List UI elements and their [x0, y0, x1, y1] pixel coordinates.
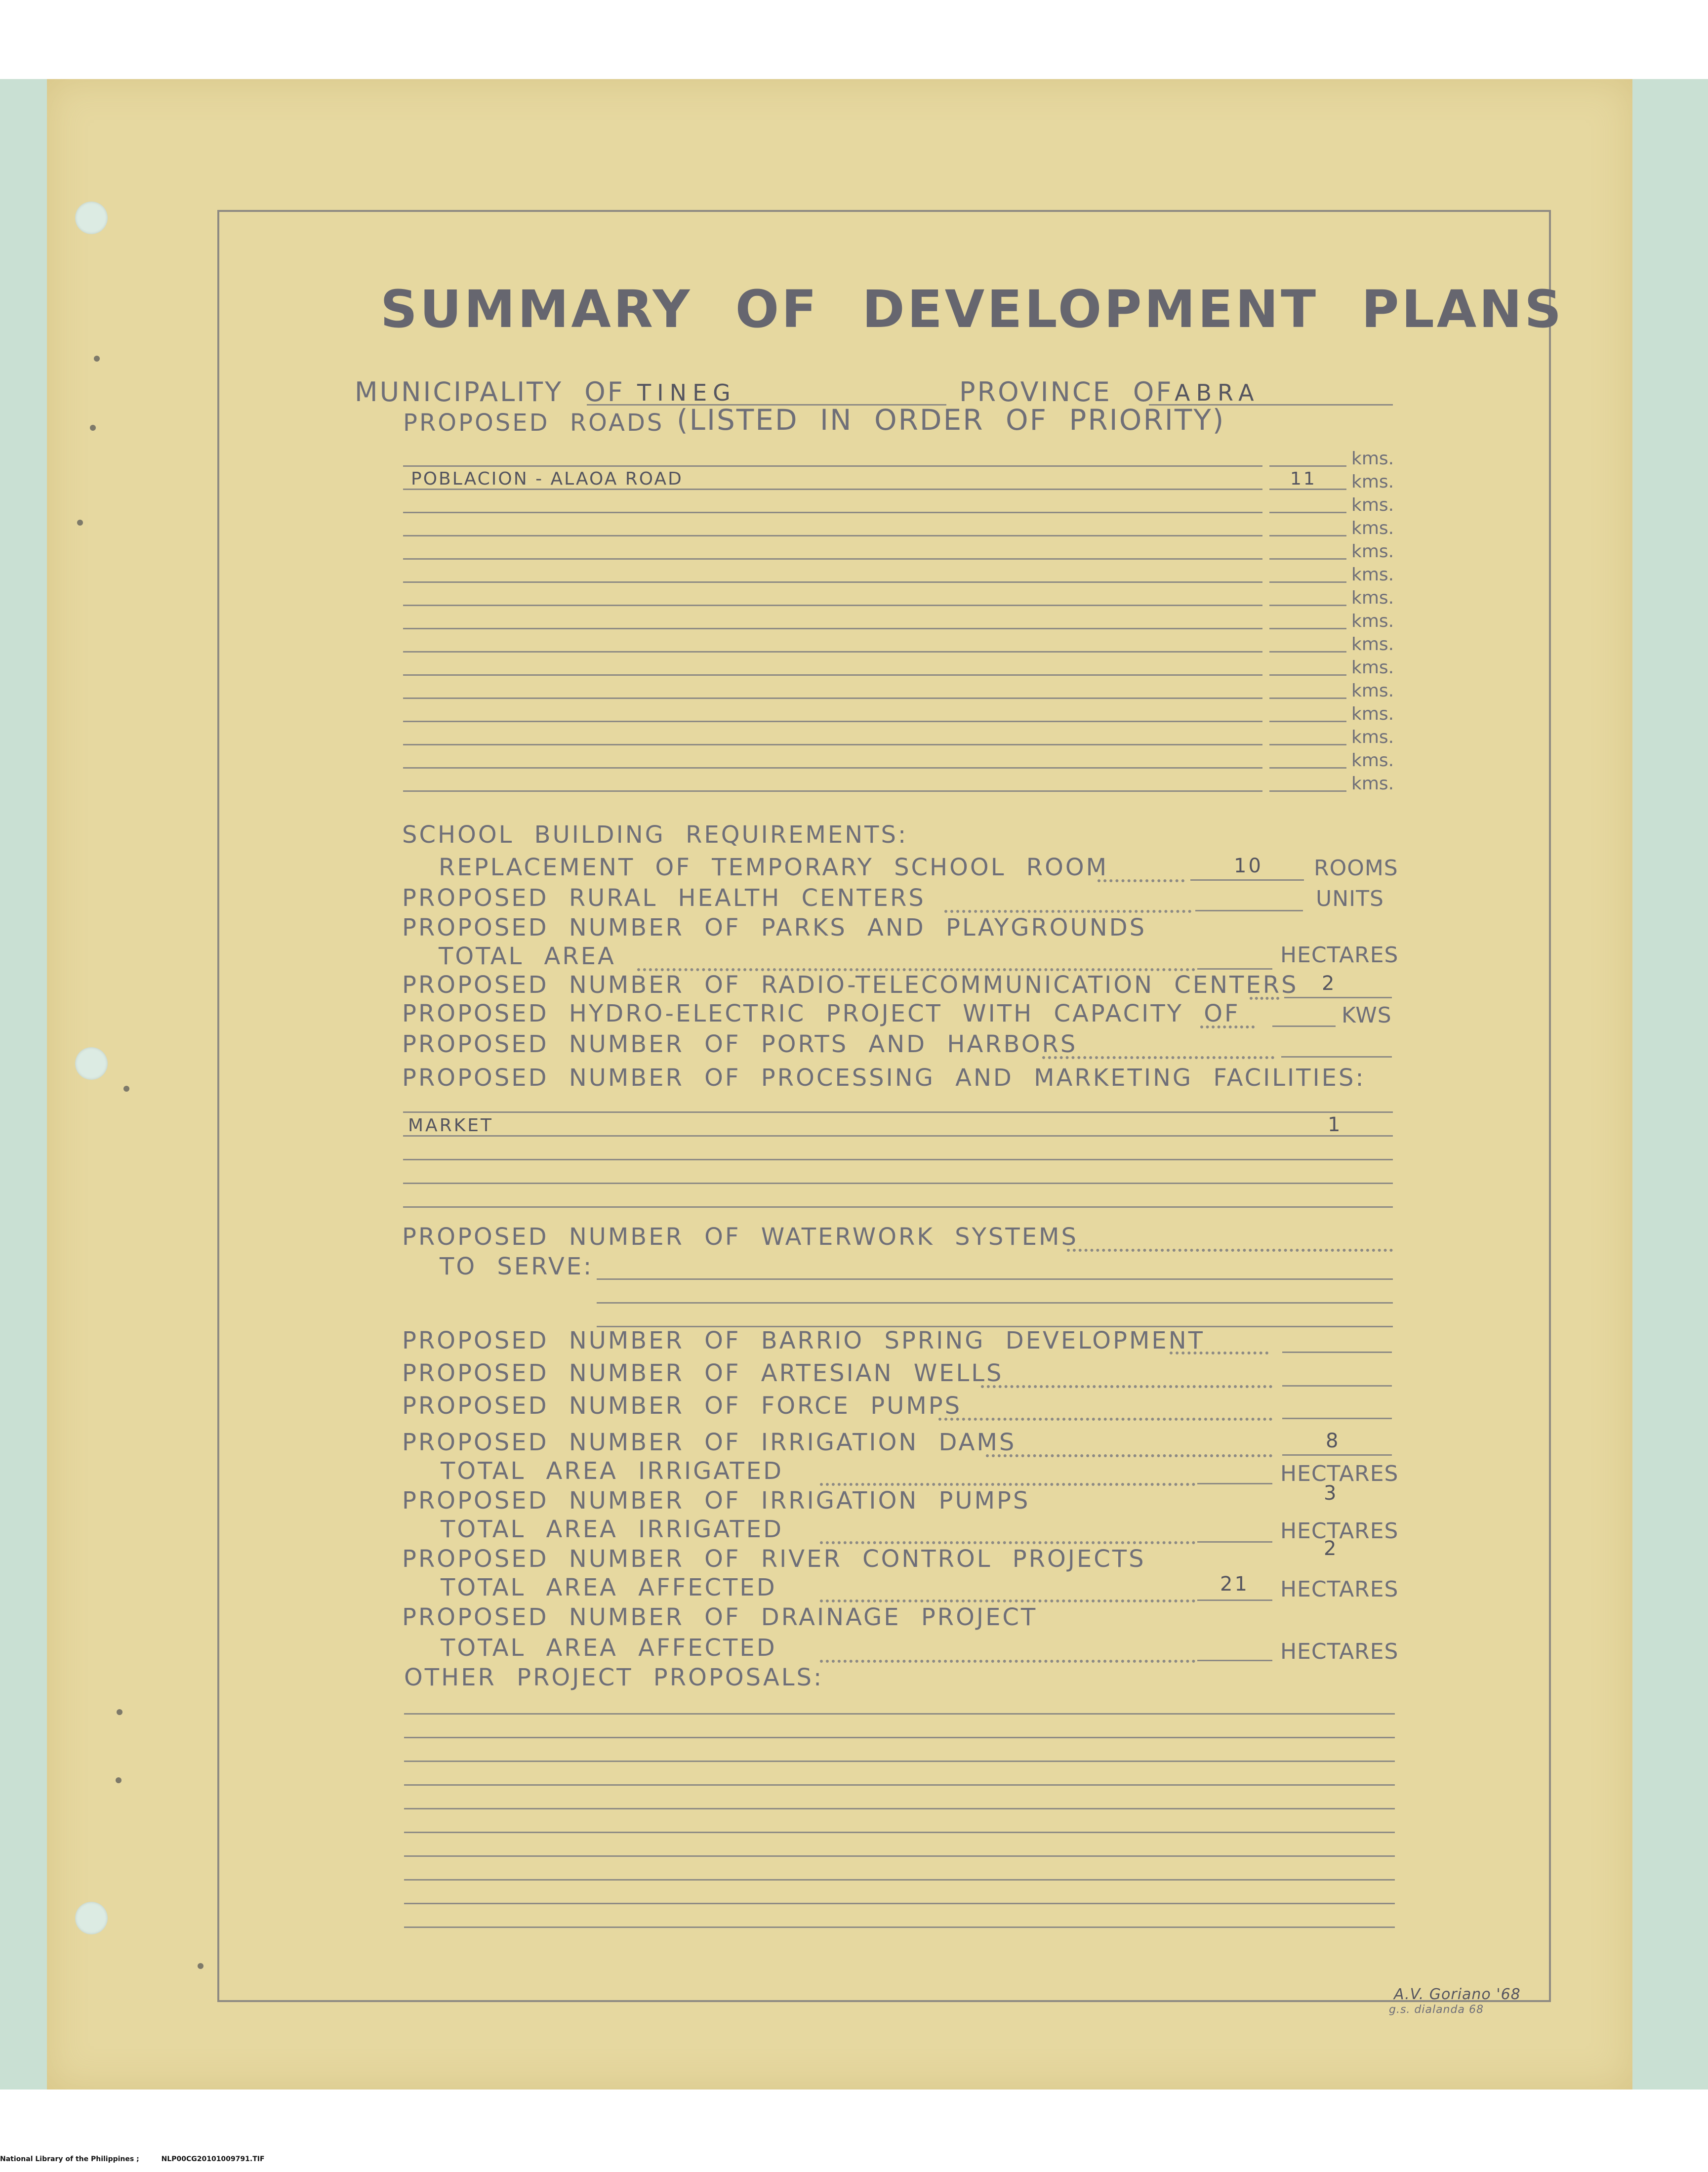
dams-leader: [986, 1454, 1272, 1457]
parks-area-line: [1197, 968, 1272, 970]
road-km-unit: kms.: [1351, 634, 1394, 655]
roads-heading: PROPOSED ROADS: [403, 409, 664, 437]
paper-speck: [77, 520, 83, 526]
road-km-line: [1269, 744, 1346, 745]
facility-value: 1: [1328, 1113, 1342, 1136]
road-km-unit: kms.: [1351, 518, 1394, 538]
health-leader: [944, 910, 1191, 913]
road-km-line: [1269, 790, 1346, 792]
paper-speck: [116, 1777, 122, 1783]
proposal-line: [404, 1879, 1395, 1881]
facility-line: [403, 1135, 1393, 1137]
proposal-line: [404, 1761, 1395, 1762]
road-line: [403, 558, 1262, 560]
force-pumps-line: [1282, 1418, 1392, 1419]
health-line: [1195, 910, 1303, 911]
to-serve-line: [597, 1278, 1393, 1280]
province-label: PROVINCE OF: [959, 376, 1174, 408]
road-name: POBLACION - ALAOA ROAD: [411, 469, 683, 489]
replacement-label: REPLACEMENT OF TEMPORARY SCHOOL ROOM: [439, 854, 1109, 881]
road-km-unit: kms.: [1351, 541, 1394, 562]
footer-library: National Library of the Philippines ;: [0, 2155, 139, 2163]
hydro-label: PROPOSED HYDRO-ELECTRIC PROJECT WITH CAPACITY OF: [402, 1000, 1240, 1027]
road-km-line: [1269, 535, 1346, 536]
road-km-unit: kms.: [1351, 681, 1394, 701]
municipality-value: TINEG: [637, 379, 736, 406]
paper-speck: [94, 356, 100, 362]
road-line: [403, 535, 1262, 536]
radio-label: PROPOSED NUMBER OF RADIO-TELECOMMUNICATION CENTERS: [402, 971, 1299, 999]
paper-speck: [117, 1709, 122, 1715]
road-line: [403, 651, 1262, 653]
to-serve-label: TO SERVE:: [440, 1253, 594, 1280]
paper-speck: [123, 1086, 129, 1092]
river-area-unit: HECTARES: [1280, 1577, 1399, 1602]
pumps-area-line: [1197, 1541, 1272, 1543]
river-area-line: [1197, 1599, 1272, 1601]
road-line: [403, 674, 1262, 676]
replacement-leader: [1098, 879, 1184, 882]
health-unit: UNITS: [1316, 886, 1384, 911]
road-km-line: [1269, 651, 1346, 653]
force-pumps-leader: [938, 1418, 1272, 1421]
road-line: [403, 767, 1262, 769]
road-km-line: [1269, 558, 1346, 560]
irrigation-pumps-value: 3: [1324, 1482, 1339, 1505]
drainage-area-label: TOTAL AREA AFFECTED: [441, 1634, 777, 1662]
road-line: [403, 465, 1262, 467]
drainage-label: PROPOSED NUMBER OF DRAINAGE PROJECT: [402, 1603, 1038, 1631]
proposal-line: [404, 1808, 1395, 1809]
replacement-line: [1190, 879, 1304, 881]
road-line: [403, 628, 1262, 629]
paper-speck: [90, 425, 96, 431]
river-area-leader: [820, 1599, 1195, 1602]
road-km-line: [1269, 767, 1346, 769]
road-km-unit: kms.: [1351, 750, 1394, 771]
dams-label: PROPOSED NUMBER OF IRRIGATION DAMS: [402, 1429, 1017, 1456]
road-km-line: [1269, 581, 1346, 583]
road-km-unit: kms.: [1351, 565, 1394, 585]
scan-footer: [0, 2155, 265, 2163]
artesian-line: [1282, 1385, 1392, 1387]
road-km-value: 11: [1290, 469, 1317, 489]
punch-hole: [75, 1902, 108, 1934]
irrigation-pumps-label: PROPOSED NUMBER OF IRRIGATION PUMPS: [402, 1487, 1030, 1515]
ports-label: PROPOSED NUMBER OF PORTS AND HARBORS: [402, 1030, 1078, 1058]
road-km-unit: kms.: [1351, 727, 1394, 747]
dams-line: [1282, 1454, 1392, 1456]
radio-leader: [1250, 997, 1279, 1000]
radio-value: 2: [1322, 972, 1337, 995]
road-km-unit: kms.: [1351, 657, 1394, 678]
road-km-unit: kms.: [1351, 495, 1394, 515]
pumps-area-unit: HECTARES: [1280, 1518, 1399, 1544]
force-pumps-label: PROPOSED NUMBER OF FORCE PUMPS: [402, 1392, 962, 1420]
pumps-area-label: TOTAL AREA IRRIGATED: [441, 1516, 784, 1543]
facility-line: [403, 1159, 1393, 1160]
hydro-unit: KWS: [1342, 1003, 1392, 1028]
dams-area-unit: HECTARES: [1280, 1461, 1399, 1486]
road-line: [403, 581, 1262, 583]
parks-label: PROPOSED NUMBER OF PARKS AND PLAYGROUNDS: [402, 914, 1147, 942]
road-km-unit: kms.: [1351, 588, 1394, 608]
health-label: PROPOSED RURAL HEALTH CENTERS: [402, 884, 926, 912]
signature-primary: A.V. Goriano '68: [1394, 1986, 1521, 2003]
road-km-line: [1269, 697, 1346, 699]
road-km-line: [1269, 605, 1346, 606]
replacement-value: 10: [1234, 855, 1263, 877]
drainage-area-line: [1197, 1660, 1272, 1661]
paper-speck: [198, 1963, 203, 1969]
drainage-area-unit: HECTARES: [1280, 1639, 1399, 1664]
dams-area-leader: [820, 1483, 1195, 1486]
hydro-leader: [1200, 1025, 1255, 1028]
replacement-unit: ROOMS: [1314, 856, 1398, 881]
river-value: 2: [1324, 1537, 1339, 1560]
proposal-line: [404, 1926, 1395, 1928]
facility-line: [403, 1111, 1393, 1113]
road-km-line: [1269, 628, 1346, 629]
river-area-value: 21: [1220, 1573, 1249, 1596]
form-title: SUMMARY OF DEVELOPMENT PLANS: [380, 279, 1564, 339]
province-value: ABRA: [1175, 379, 1260, 406]
road-line: [403, 512, 1262, 513]
road-line: [403, 790, 1262, 792]
facility-line: [403, 1183, 1393, 1184]
road-km-unit: kms.: [1351, 472, 1394, 492]
dams-value: 8: [1326, 1430, 1341, 1452]
road-km-line: [1269, 512, 1346, 513]
radio-line: [1284, 997, 1392, 998]
dams-area-line: [1197, 1483, 1272, 1484]
artesian-label: PROPOSED NUMBER OF ARTESIAN WELLS: [402, 1359, 1004, 1387]
proposal-line: [404, 1713, 1395, 1715]
processing-label: PROPOSED NUMBER OF PROCESSING AND MARKETING FACILITIES:: [402, 1064, 1366, 1092]
road-km-unit: kms.: [1351, 704, 1394, 724]
spring-leader: [1170, 1352, 1268, 1354]
proposal-line: [404, 1832, 1395, 1833]
road-line: [403, 744, 1262, 745]
spring-label: PROPOSED NUMBER OF BARRIO SPRING DEVELOPMENT: [402, 1327, 1205, 1354]
proposal-line: [404, 1784, 1395, 1786]
municipality-label: MUNICIPALITY OF: [355, 376, 625, 408]
proposal-line: [404, 1903, 1395, 1904]
river-label: PROPOSED NUMBER OF RIVER CONTROL PROJECTS: [402, 1545, 1146, 1573]
road-km-line: [1269, 465, 1346, 467]
waterworks-leader: [1067, 1249, 1393, 1252]
proposal-line: [404, 1855, 1395, 1857]
dams-area-label: TOTAL AREA IRRIGATED: [441, 1457, 784, 1485]
hydro-line: [1272, 1025, 1336, 1027]
road-km-unit: kms.: [1351, 611, 1394, 631]
punch-hole: [75, 202, 108, 234]
facility-name: MARKET: [408, 1115, 494, 1136]
ports-line: [1281, 1056, 1392, 1058]
other-proposals-label: OTHER PROJECT PROPOSALS:: [404, 1664, 824, 1691]
road-line: [403, 721, 1262, 722]
waterworks-label: PROPOSED NUMBER OF WATERWORK SYSTEMS: [402, 1223, 1078, 1251]
school-heading: SCHOOL BUILDING REQUIREMENTS:: [402, 821, 908, 849]
facility-line: [403, 1206, 1393, 1208]
road-km-unit: kms.: [1351, 774, 1394, 794]
ports-leader: [1042, 1056, 1274, 1059]
roads-subheading: (LISTED IN ORDER OF PRIORITY): [677, 403, 1225, 437]
road-line: [403, 605, 1262, 606]
drainage-area-leader: [820, 1660, 1195, 1663]
pumps-area-leader: [820, 1541, 1195, 1544]
road-km-line: [1269, 721, 1346, 722]
road-line: [403, 697, 1262, 699]
punch-hole: [75, 1047, 108, 1080]
footer-file-id: NLP00CG20101009791.TIF: [161, 2155, 265, 2163]
river-area-label: TOTAL AREA AFFECTED: [441, 1574, 777, 1601]
road-km-unit: kms.: [1351, 449, 1394, 469]
spring-line: [1282, 1352, 1392, 1353]
road-km-line: [1269, 674, 1346, 676]
signature-secondary: g.s. dialanda 68: [1389, 2004, 1484, 2016]
parks-area-label: TOTAL AREA: [439, 943, 616, 970]
to-serve-line: [597, 1302, 1393, 1304]
artesian-leader: [981, 1385, 1272, 1388]
proposal-line: [404, 1737, 1395, 1738]
parks-area-unit: HECTARES: [1280, 943, 1399, 968]
